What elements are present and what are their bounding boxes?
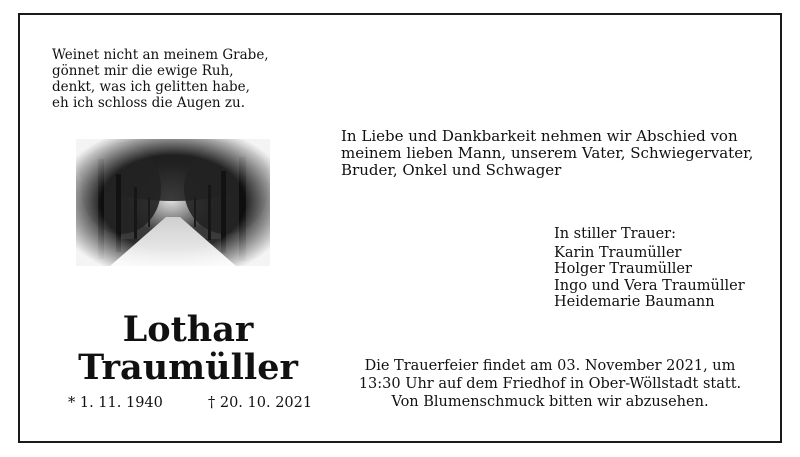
service-line: 13:30 Uhr auf dem Friedhof in Ober-Wöllstadt statt. bbox=[358, 376, 742, 392]
poem-line: denkt, was ich gelitten habe, bbox=[52, 79, 250, 95]
mourner-name: Karin Traumüller bbox=[554, 244, 682, 261]
poem-line: gönnet mir die ewige Ruh, bbox=[52, 63, 234, 79]
poem bbox=[52, 47, 269, 111]
service-line: Von Blumenschmuck bitten wir abzusehen. bbox=[391, 394, 709, 410]
farewell-text bbox=[341, 128, 771, 179]
poem-line: eh ich schloss die Augen zu. bbox=[52, 95, 246, 111]
deceased-first-name: Lothar bbox=[122, 309, 254, 350]
tree-avenue-photo bbox=[76, 139, 270, 266]
mourner-name: Ingo und Vera Traumüller bbox=[554, 277, 745, 294]
birth-date: * 1. 11. 1940 bbox=[68, 395, 163, 411]
death-date: † 20. 10. 2021 bbox=[208, 395, 313, 411]
mourner-name: Heidemarie Baumann bbox=[554, 294, 715, 310]
farewell-line: meinem lieben Mann, unserem Vater, Schwiegervater, bbox=[341, 144, 754, 162]
mourners-block bbox=[554, 226, 745, 311]
poem-line: Weinet nicht an meinem Grabe, bbox=[52, 47, 269, 63]
mourner-name: Holger Traumüller bbox=[554, 261, 692, 277]
farewell-line: Bruder, Onkel und Schwager bbox=[341, 161, 562, 179]
funeral-service-info bbox=[330, 357, 770, 411]
service-line: Die Trauerfeier findet am 03. November 2021, um bbox=[364, 358, 736, 374]
deceased-last-name: Traumüller bbox=[78, 347, 298, 388]
mourners-heading: In stiller Trauer: bbox=[554, 226, 676, 242]
deceased-name bbox=[60, 311, 316, 387]
farewell-line: In Liebe und Dankbarkeit nehmen wir Abschied von bbox=[341, 127, 738, 145]
